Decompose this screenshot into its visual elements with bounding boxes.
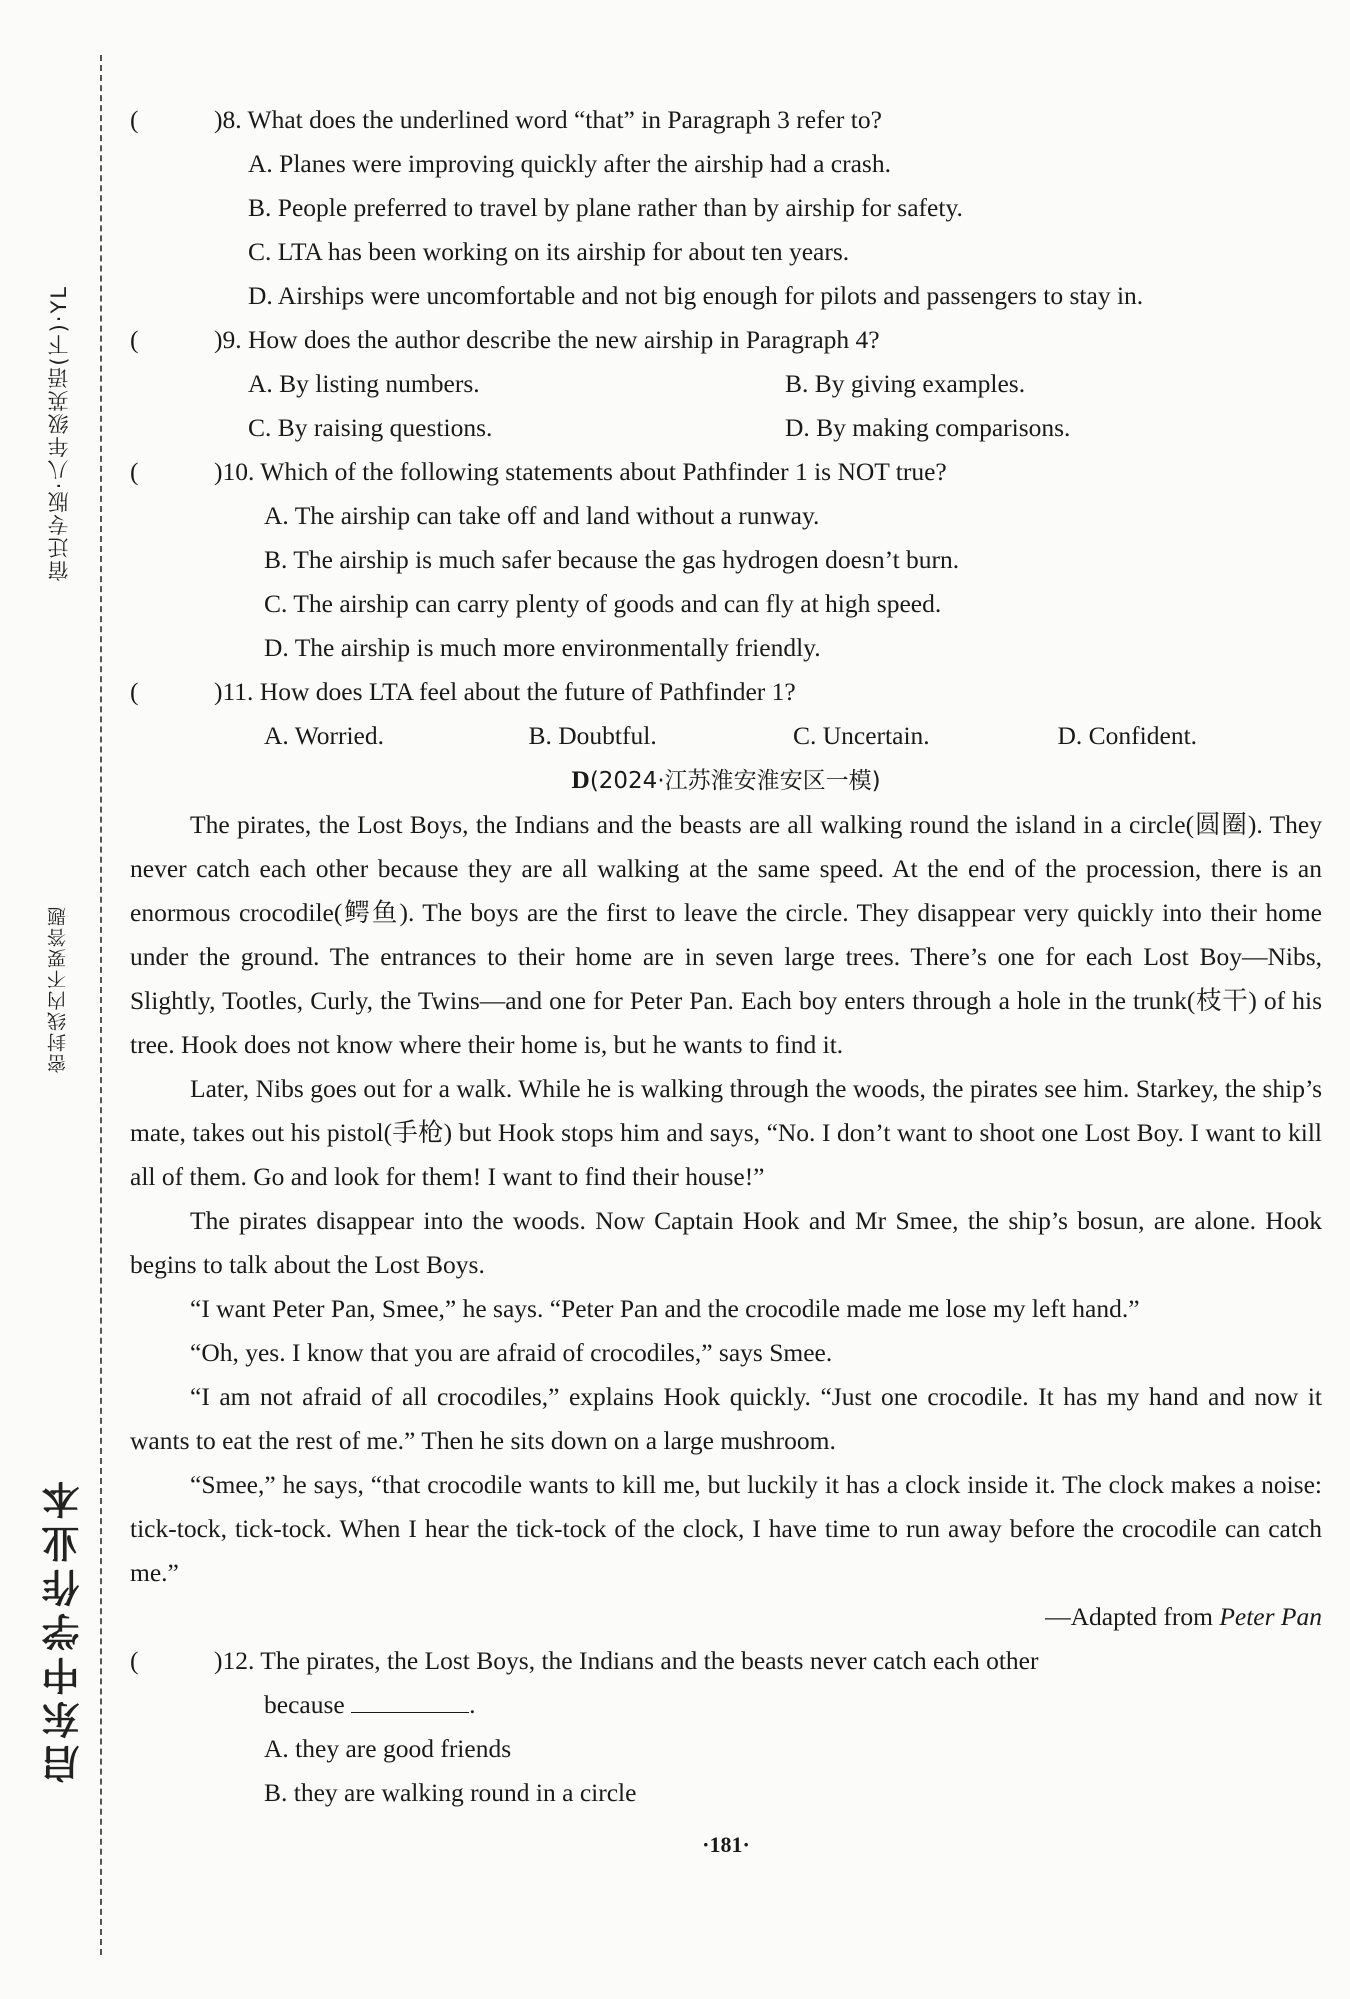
question-9	[130, 318, 1322, 450]
section-heading	[130, 758, 1322, 803]
option-a: A. Worried.	[264, 721, 384, 750]
credit-title: Peter Pan	[1219, 1602, 1322, 1631]
question-10	[130, 450, 1322, 670]
option-a: A. By listing numbers.	[248, 369, 480, 398]
option-c: C. The airship can carry plenty of goods and can fly at high speed.	[264, 589, 942, 618]
option-c: C. Uncertain.	[793, 721, 930, 750]
passage-paragraph: The pirates, the Lost Boys, the Indians and the beasts are all walking round the island in a circle(圆圈). They never catch each other because they are all walking at the same speed. At the end of the procession, there is an enormous crocodile(鳄鱼). The boys are the first to leave the circle. They disappear very quickly into their home under the ground. The entrances to their home are in seven large trees. There’s one for each Lost Boy—Nibs, Slightly, Tootles, Curly, the Twins—and one for Peter Pan. Each boy enters through a hole in the trunk(枝干) of his tree. Hook does not know where their home is, but he wants to find it.	[130, 810, 1322, 1059]
answer-blank[interactable]	[351, 1686, 469, 1713]
option-d: D. Confident.	[1057, 721, 1198, 750]
stem-period: .	[469, 1690, 476, 1719]
option-a: A. they are good friends	[264, 1734, 512, 1763]
option-d: D. Airships were uncomfortable and not big enough for pilots and passengers to stay in.	[248, 281, 1144, 310]
credit-prefix: —Adapted from	[1045, 1602, 1220, 1631]
option-b: B. Doubtful.	[528, 721, 657, 750]
section-letter: D	[571, 765, 590, 794]
brand-label: 启东中学作业本	[42, 1475, 86, 1783]
option-b: B. they are walking round in a circle	[264, 1778, 637, 1807]
passage-paragraph: Later, Nibs goes out for a walk. While he is walking through the woods, the pirates see him. Starkey, the ship’s mate, takes out his pistol(手枪) but Hook stops him and says, “No. I don’t want to shoot one Lost Boy. I want to kill all of them. Go and look for them! I want to find their house!”	[130, 1074, 1322, 1191]
question-stem: )8. What does the underlined word “that” in Paragraph 3 refer to?	[214, 105, 882, 134]
answer-bracket[interactable]: (	[130, 457, 139, 486]
passage-paragraph: “Smee,” he says, “that crocodile wants to kill me, but luckily it has a clock inside it. The clock makes a noise: tick-tock, tick-tock. When I hear the tick-tock of the clock, I have time to run away before the crocodile can catch me.”	[130, 1470, 1322, 1587]
question-stem: )10. Which of the following statements about Pathfinder 1 is NOT true?	[214, 457, 947, 486]
option-d: D. By making comparisons.	[785, 413, 1071, 442]
question-stem: )11. How does LTA feel about the future of Pathfinder 1?	[214, 677, 796, 706]
seal-line	[100, 55, 102, 1955]
page-content	[130, 98, 1322, 1867]
option-b: B. People preferred to travel by plane rather than by airship for safety.	[248, 193, 963, 222]
edition-label: 宿迁专版·八年级英语(下)·YL	[47, 285, 71, 582]
option-b: B. By giving examples.	[785, 369, 1026, 398]
reading-passage	[130, 803, 1322, 1595]
passage-paragraph: “I am not afraid of all crocodiles,” explains Hook quickly. “Just one crocodile. It has my hand and now it wants to eat the rest of me.” Then he sits down on a large mushroom.	[130, 1382, 1322, 1455]
section-source: (2024·江苏淮安淮安区一模)	[589, 768, 881, 794]
page-number: ·181·	[702, 1832, 750, 1857]
answer-bracket[interactable]: (	[130, 105, 139, 134]
question-12	[130, 1639, 1322, 1815]
option-d: D. The airship is much more environmentally friendly.	[264, 633, 821, 662]
option-c: C. By raising questions.	[248, 413, 493, 442]
passage-paragraph: “I want Peter Pan, Smee,” he says. “Peter Pan and the crocodile made me lose my left hand.”	[190, 1294, 1140, 1323]
answer-bracket[interactable]: (	[130, 325, 139, 354]
question-stem: )12. The pirates, the Lost Boys, the Indians and the beasts never catch each other	[214, 1646, 1039, 1675]
stem-word: because	[264, 1690, 345, 1719]
question-stem: )9. How does the author describe the new airship in Paragraph 4?	[214, 325, 880, 354]
answer-bracket[interactable]: (	[130, 677, 139, 706]
option-c: C. LTA has been working on its airship for about ten years.	[248, 237, 850, 266]
passage-paragraph: The pirates disappear into the woods. Now Captain Hook and Mr Smee, the ship’s bosun, are alone. Hook begins to talk about the Lost Boys.	[130, 1206, 1322, 1279]
answer-bracket[interactable]: (	[130, 1646, 139, 1675]
binding-margin	[0, 0, 120, 1999]
option-b: B. The airship is much safer because the gas hydrogen doesn’t burn.	[264, 545, 960, 574]
option-a: A. Planes were improving quickly after the airship had a crash.	[248, 149, 891, 178]
question-stem-continued	[130, 1683, 1322, 1727]
source-credit	[130, 1595, 1322, 1639]
option-a: A. The airship can take off and land without a runway.	[264, 501, 820, 530]
seal-warning-label: 密封线内不要答题	[47, 905, 69, 1073]
question-8	[130, 98, 1322, 318]
passage-paragraph: “Oh, yes. I know that you are afraid of crocodiles,” says Smee.	[190, 1338, 833, 1367]
question-11	[130, 670, 1322, 758]
